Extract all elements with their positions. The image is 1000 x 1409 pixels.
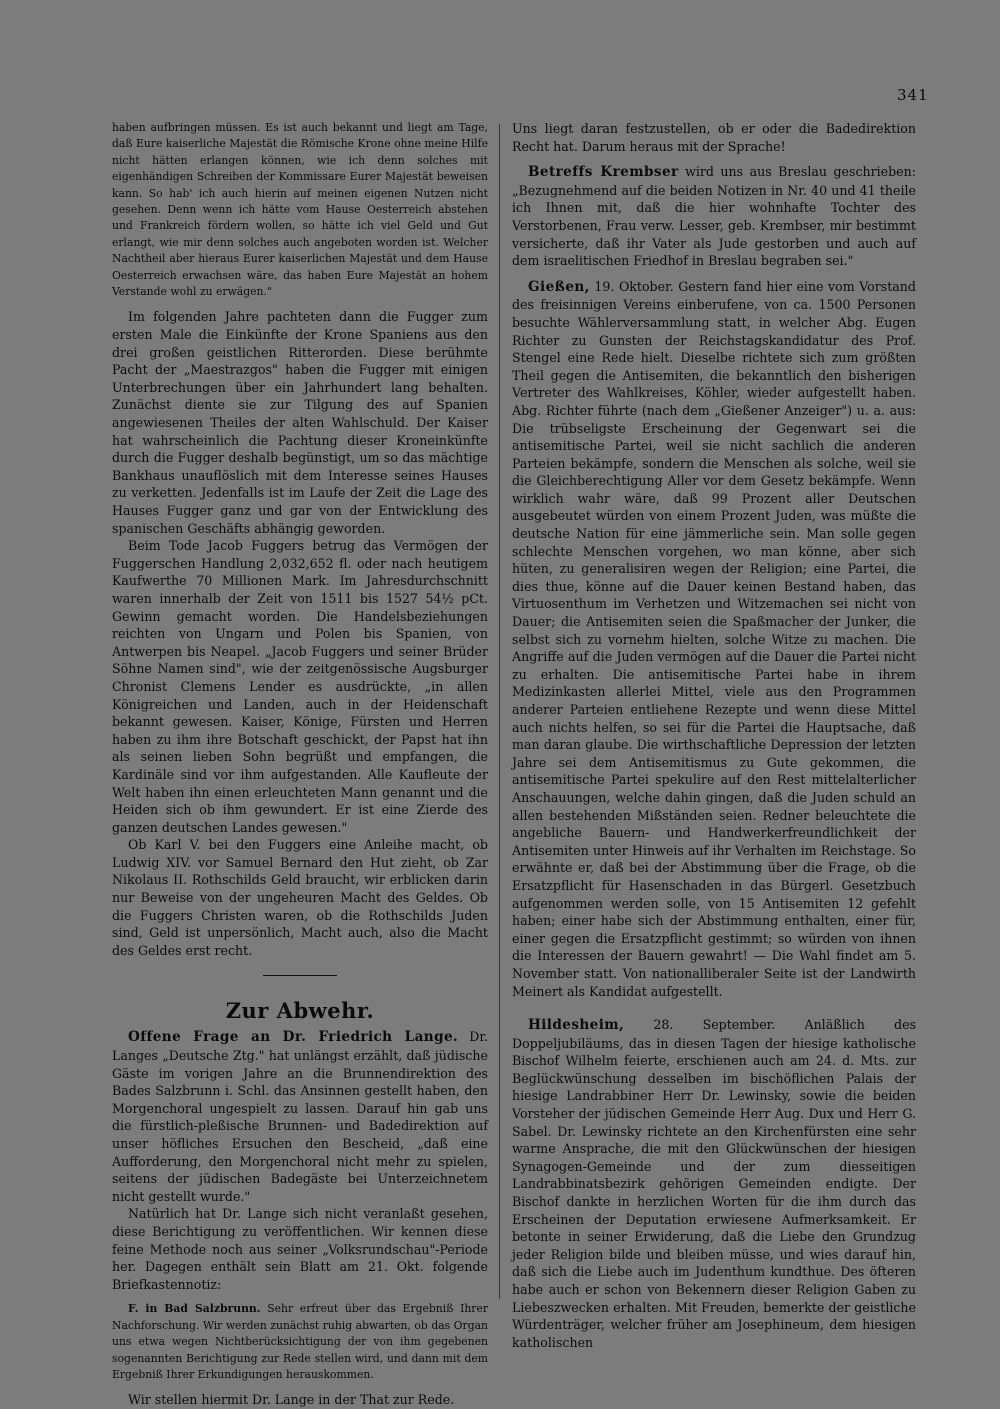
- paragraph: Uns liegt daran festzustellen, ob er oder die Badedirektion Recht hat. Darum heraus mit der Sprache!: [512, 121, 916, 154]
- article-lead: Offene Frage an Dr. Friedrich Lange.: [128, 1029, 459, 1046]
- paragraph: haben aufbringen müssen. Es ist auch bekannt und liegt am Tage, daß Eure kaiserliche Majestät die Römische Krone ohne meine Hilfe nicht hätten erlangen können, wie ich denn solches mit eigenhändigen Schreiben der Kommissare Eurer Majestät beweisen kann. So hab' ich auch hierin auf meinen eigenen Nutzen nicht gesehen. Denn wenn ich hätte vom Hause Oesterreich abstehen und Frankreich fördern wollen, so hätte ich viel Geld und Gut erlangt, wie mir denn solches auch angeboten worden ist. Welcher Nachtheil aber hieraus Eurer kaiserlichen Majestät und dem Hause Oesterreich erwachsen wäre, das haben Eure Majestät an hohem Verstande wohl zu erwägen.": [112, 121, 488, 299]
- article-body: Dr. Langes „Deutsche Ztg." hat unlängst erzählt, daß jüdische Gäste im vorigen Jahre an die Brunnendirektion des Bades Salzbrunn i. Schl. das Ansinnen gestellt haben, den Morgenchoral ungespielt zu lassen. Darauf hin gab uns die fürstlich-pleßische Brunnen- und Badedirektion auf unser höfliches Ersuchen den Bescheid, „daß eine Aufforderung, den Morgenchoral nicht mehr zu spielen, seitens der jüdischen Badegäste bei Unterzeichnetem nicht gestellt wurde.": [112, 1029, 488, 1204]
- article: [512, 163, 916, 270]
- article-lead: Betreffs Krembser: [528, 164, 679, 181]
- article: [112, 1028, 488, 1205]
- column-divider: [499, 124, 500, 1299]
- article-lead: Hildesheim,: [528, 1017, 625, 1034]
- article: [512, 278, 916, 1000]
- paragraph: Wir stellen hiermit Dr. Lange in der That zur Rede.: [128, 1392, 455, 1408]
- article-body: 19. Oktober. Gestern fand hier eine vom Vorstand des freisinnigen Vereins einberufene, von ca. 1500 Personen besuchte Wählerversammlung statt, in welcher Abg. Eugen Richter zu Gunsten der Reichstagskandidatur des Prof. Stengel eine Rede hielt. Dieselbe richtete sich zum größten Theil gegen die Antisemiten, die bekanntlich den bisherigen Vertreter des Wahlkreises, Köhler, wieder aufgestellt haben. Abg. Richter führte (nach dem „Gießener Anzeiger") u. a. aus: Die trübseligste Erscheinung der Gegenwart sei die antisemitische Partei, weil sie nicht sachlich die anderen Parteien bekämpfe, sondern die Menschen als solche, weil sie die Gleichberechtigung Aller vor dem Gesetz bekämpfe. Wenn wirklich wahr wäre, daß 99 Prozent aller Deutschen ausgebeutet würden von einem Prozent Juden, was müßte die deutsche Nation für eine jämmerliche sein. Man solle gegen schlechte Menschen vorgehen, wo man könne, aber sich hüten, zu generalisiren wegen der Religion; eine Partei, die dies thue, könne auf die Dauer keinen Bestand haben, das Virtuosenthum im Verhetzen und Witzemachen sei nicht von Dauer; die Antisemiten seien die Spaßmacher der Junker, die selbst sich zu vornehm hielten, solche Witze zu machen. Die Angriffe auf die Juden vermögen auf die Dauer die Partei nicht zu erhalten. Die antisemitische Partei habe in ihrem Medizinkasten allerlei Mittel, viele aus den Programmen anderer Parteien entliehene Rezepte und wenn diese Mittel auch nichts helfen, so sei für die Partei die Hauptsache, daß man daran glaube. Die wirthschaftliche Depression der letzten Jahre sei dem Antisemitismus zu Gute gekommen, die antisemitische Partei spekulire auf den Rest mittelalterlicher Anschauungen, welche dahin gingen, daß die Juden schuld an allen bestehenden Mißständen seien. Redner beleuchtete die angebliche Bauern- und Handwerkerfreundlichkeit der Antisemiten unter Hinweis auf ihr Verhalten im Reichstage. So erwähnte er, daß bei der Abstimmung über die Frage, ob die Ersatzpflicht für Hasenschaden in das Bürgerl. Gesetzbuch aufgenommen werden solle, von 15 Antisemiten 12 gefehlt haben; einer habe sich der Abstimmung enthalten, einer für, einer gegen die Ersatzpflicht gestimmt; so würden von ihnen die Interessen der Bauern gewahrt! — Die Wahl findet am 5. November statt. Von nationalliberaler Seite ist der Landwirth Meinert als Kandidat aufgestellt.: [512, 278, 916, 999]
- right-column: [512, 120, 916, 1351]
- article-body: 28. September. Anläßlich des Doppeljubiläums, das in diesen Tagen der hiesige katholische Bischof Wilhelm feierte, erschienen auch am 24. d. Mts. zur Beglückwünschung desselben im bischöflichen Palais der hiesige Landrabbiner Herr Dr. Lewinsky, sowie die beiden Vorsteher der jüdischen Gemeinde Herr Aug. Dux und Herr G. Sabel. Dr. Lewinsky richtete an den Kirchenfürsten eine sehr warme Ansprache, die mit den Glückwünschen der hiesigen Synagogen-Gemeinde und der zum diesseitigen Landrabbinatsbezirk gehörigen Gemeinden endigte. Der Bischof dankte in herzlichen Worten für die ihm durch das Erscheinen der Deputation erwiesene Aufmerksamkeit. Er betonte in seiner Erwiderung, daß die Liebe den Grundzug jeder Religion bilde und bleiben müsse, und wies darauf hin, daß sich die Liebe auch im Judenthum kundthue. Des öfteren habe auch er schon von Bekennern dieser Religion Gaben zu Liebeszwecken erhalten. Mit Freuden, bemerkte der geistliche Würdenträger, welcher früher am Josephineum, dem hiesigen katholischen: [512, 1017, 916, 1350]
- article: [512, 1016, 916, 1351]
- page-number: 341: [897, 86, 929, 104]
- briefkasten-body: Sehr erfreut über das Ergebniß Ihrer Nachforschung. Wir werden zunächst ruhig abwarten, ob das Organ uns etwa wegen Nichtberücksichtigung der von ihm gegebenen sogenannten Berichtigung zur Rede stellen wird, und dann mit dem Ergebniß Ihrer Erkundigungen herauskommen.: [112, 1302, 489, 1381]
- section-heading: Zur Abwehr.: [225, 998, 375, 1024]
- paragraph: Ob Karl V. bei den Fuggers eine Anleihe macht, ob Ludwig XIV. vor Samuel Bernard den Hut zieht, ob Zar Nikolaus II. Rothschilds Geld braucht, wir erblicken darin nur Beweise von der ungeheuren Macht des Geldes. Ob die Fuggers Christen waren, ob die Rothschilds Juden sind, Geld ist unpersönlich, Macht auch, also die Macht des Geldes erst recht.: [112, 837, 488, 958]
- briefkasten-head: F. in Bad Salzbrunn.: [128, 1302, 261, 1316]
- briefkasten-note: [112, 1301, 488, 1383]
- article-body: wird uns aus Breslau geschrieben: „Bezugnehmend auf die beiden Notizen in Nr. 40 und 41 theile ich Ihnen mit, daß die hier wohnhafte Tochter des Verstorbenen, Frau verw. Lesser, geb. Krembser, mir bestimmt versicherte, daß ihr Vater als Jude gestorben und auch auf dem israelitischen Friedhof in Breslau begraben sei.": [512, 164, 916, 269]
- left-column: [112, 120, 488, 1409]
- section-rule: [263, 975, 337, 976]
- article-lead: Gießen,: [528, 278, 590, 295]
- paragraph: Natürlich hat Dr. Lange sich nicht veranlaßt gesehen, diese Berichtigung zu veröffentlichen. Wir kennen diese feine Methode noch aus seiner „Volksrundschau"-Periode her. Dagegen enthält sein Blatt am 21. Okt. folgende Briefkastennotiz:: [112, 1206, 488, 1292]
- paragraph: Beim Tode Jacob Fuggers betrug das Vermögen der Fuggerschen Handlung 2,032,652 fl. oder nach heutigem Kaufwerthe 70 Millionen Mark. Im Jahresdurchschnitt waren innerhalb der Zeit von 1511 bis 1527 54½ pCt. Gewinn gemacht worden. Die Handelsbeziehungen reichten von Ungarn und Polen bis Spanien, von Antwerpen bis Neapel. „Jacob Fuggers und seiner Brüder Söhne Namen sind", wie der zeitgenössische Augsburger Chronist Clemens Lender es ausdrückte, „in allen Königreichen und Landen, auch in der Heidenschaft bekannt gewesen. Kaiser, Könige, Fürsten und Herren haben zu ihm ihre Botschaft geschickt, der Papst hat ihn als seinen lieben Sohn begrüßt und empfangen, die Kardinäle sind vor ihm aufgestanden. Alle Kaufleute der Welt haben ihn einen erleuchteten Mann genannt und die Heiden sich ob ihm gewundert. Er ist eine Zierde des ganzen deutschen Landes gewesen.": [112, 538, 488, 835]
- paragraph: Im folgenden Jahre pachteten dann die Fugger zum ersten Male die Einkünfte der Krone Spaniens aus den drei großen geistlichen Ritterorden. Diese berühmte Pacht der „Maestrazgos" haben die Fugger mit einigen Unterbrechungen über ein Jahrhundert lang behalten. Zunächst diente sie zur Tilgung des auf Spanien angewiesenen Theiles der alten Wahlschuld. Der Kaiser hat wahrscheinlich die Pachtung dieser Kroneinkünfte durch die Fugger deshalb begünstigt, um so das mächtige Bankhaus unauflöslich mit dem Interesse seines Hauses zu verketten. Jedenfalls ist im Laufe der Zeit die Lage des Hauses Fugger ganz und gar von der Entwicklung des spanischen Geschäfts abhängig geworden.: [112, 309, 488, 536]
